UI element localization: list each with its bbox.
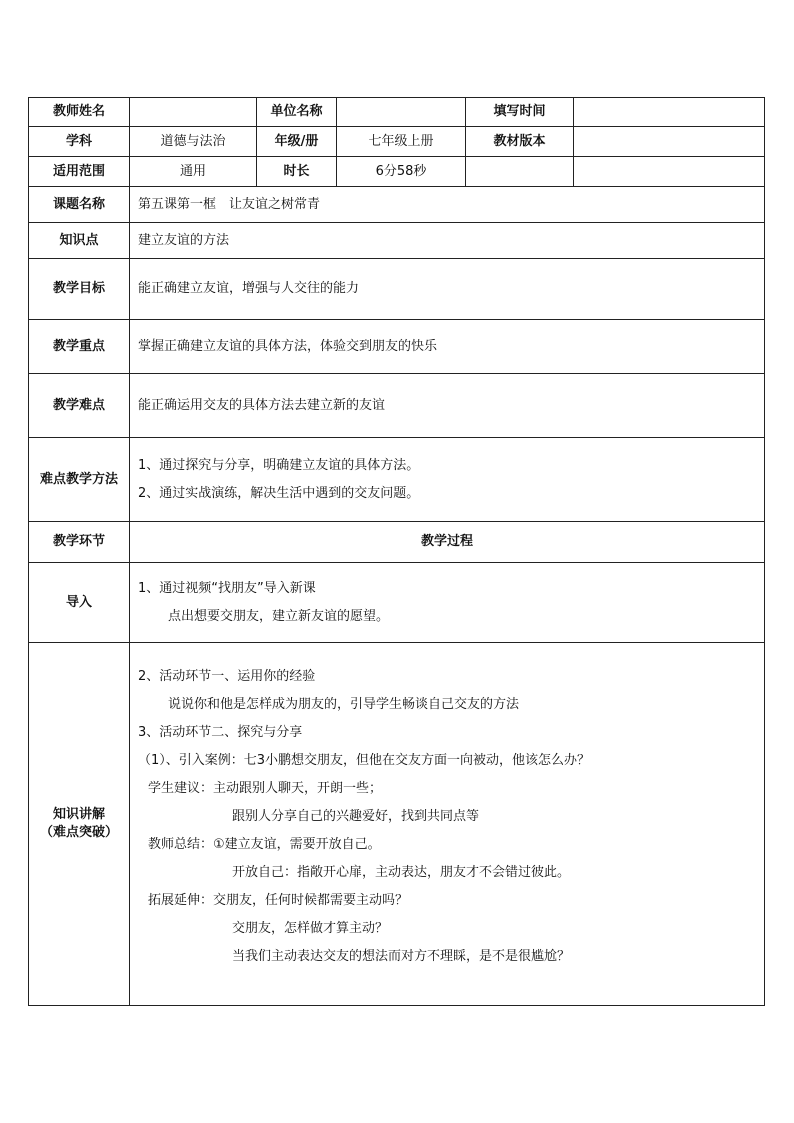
process-label: 教学过程 <box>130 522 765 563</box>
date-value <box>574 98 765 127</box>
method-content <box>130 438 765 522</box>
edition-label: 教材版本 <box>466 127 574 157</box>
stage-header-row <box>29 522 765 563</box>
explain-label <box>29 643 130 1006</box>
difficulty-value: 能正确运用交友的具体方法去建立新的友谊 <box>130 374 765 438</box>
explain-row <box>29 643 765 1006</box>
duration-label: 时长 <box>257 157 337 187</box>
header-row-1 <box>29 98 765 127</box>
lesson-plan-table <box>28 97 765 1006</box>
intro-line: 1、通过视频“找朋友”导入新课 <box>138 580 316 596</box>
explain-line: 说说你和他是怎样成为朋友的，引导学生畅谈自己交友的方法 <box>168 697 520 712</box>
empty-cell <box>466 157 574 187</box>
topic-label: 课题名称 <box>29 187 130 223</box>
topic-value: 第五课第一框 让友谊之树常青 <box>130 187 765 223</box>
header-row-3 <box>29 157 765 187</box>
intro-line: 点出想要交朋友，建立新友谊的愿望。 <box>168 608 390 624</box>
explain-content <box>130 643 765 1006</box>
knowledge-value: 建立友谊的方法 <box>130 223 765 259</box>
explain-line: 交朋友，怎样做才算主动？ <box>232 921 389 936</box>
goal-value: 能正确建立友谊，增强与人交往的能力 <box>130 259 765 320</box>
difficulty-row <box>29 374 765 438</box>
stage-label: 教学环节 <box>29 522 130 563</box>
explain-label-sub: （难点突破） <box>39 825 118 840</box>
empty-cell <box>574 157 765 187</box>
explain-line: 学生建议：主动跟别人聊天，开朗一些； <box>148 781 383 796</box>
teacher-value <box>130 98 257 127</box>
scope-label: 适用范围 <box>29 157 130 187</box>
method-row <box>29 438 765 522</box>
unit-value <box>337 98 466 127</box>
focus-row <box>29 320 765 374</box>
explain-line: 跟别人分享自己的兴趣爱好，找到共同点等 <box>232 809 480 824</box>
explain-line: 教师总结：①建立友谊，需要开放自己。 <box>148 837 381 852</box>
goal-row <box>29 259 765 320</box>
explain-line: 当我们主动表达交友的想法而对方不理睬，是不是很尴尬？ <box>232 949 571 964</box>
explain-line: 开放自己：指敞开心扉，主动表达，朋友才不会错过彼此。 <box>232 865 571 880</box>
explain-line: 拓展延伸：交朋友，任何时候都需要主动吗？ <box>148 893 409 908</box>
duration-value: 6分58秒 <box>337 157 466 187</box>
topic-row <box>29 187 765 223</box>
goal-label: 教学目标 <box>29 259 130 320</box>
difficulty-label: 教学难点 <box>29 374 130 438</box>
intro-label: 导入 <box>29 563 130 643</box>
grade-label: 年级/册 <box>257 127 337 157</box>
knowledge-row <box>29 223 765 259</box>
method-line: 1、通过探究与分享，明确建立友谊的具体方法。 <box>138 457 420 473</box>
unit-label: 单位名称 <box>257 98 337 127</box>
explain-line: 3、活动环节二、探究与分享 <box>138 725 303 740</box>
method-line: 2、通过实战演练，解决生活中遇到的交友问题。 <box>138 485 420 501</box>
teacher-label: 教师姓名 <box>29 98 130 127</box>
knowledge-label: 知识点 <box>29 223 130 259</box>
header-row-2 <box>29 127 765 157</box>
focus-label: 教学重点 <box>29 320 130 374</box>
focus-value: 掌握正确建立友谊的具体方法，体验交到朋友的快乐 <box>130 320 765 374</box>
intro-row <box>29 563 765 643</box>
subject-label: 学科 <box>29 127 130 157</box>
scope-value: 通用 <box>130 157 257 187</box>
explain-line: （1）、引入案例：七3小鹏想交朋友，但他在交友方面一向被动，他该怎么办？ <box>138 753 591 768</box>
method-label: 难点教学方法 <box>29 438 130 522</box>
explain-label-main: 知识讲解 <box>52 807 105 822</box>
date-label: 填写时间 <box>466 98 574 127</box>
intro-content <box>130 563 765 643</box>
edition-value <box>574 127 765 157</box>
explain-line: 2、活动环节一、运用你的经验 <box>138 669 316 684</box>
grade-value: 七年级上册 <box>337 127 466 157</box>
subject-value: 道德与法治 <box>130 127 257 157</box>
